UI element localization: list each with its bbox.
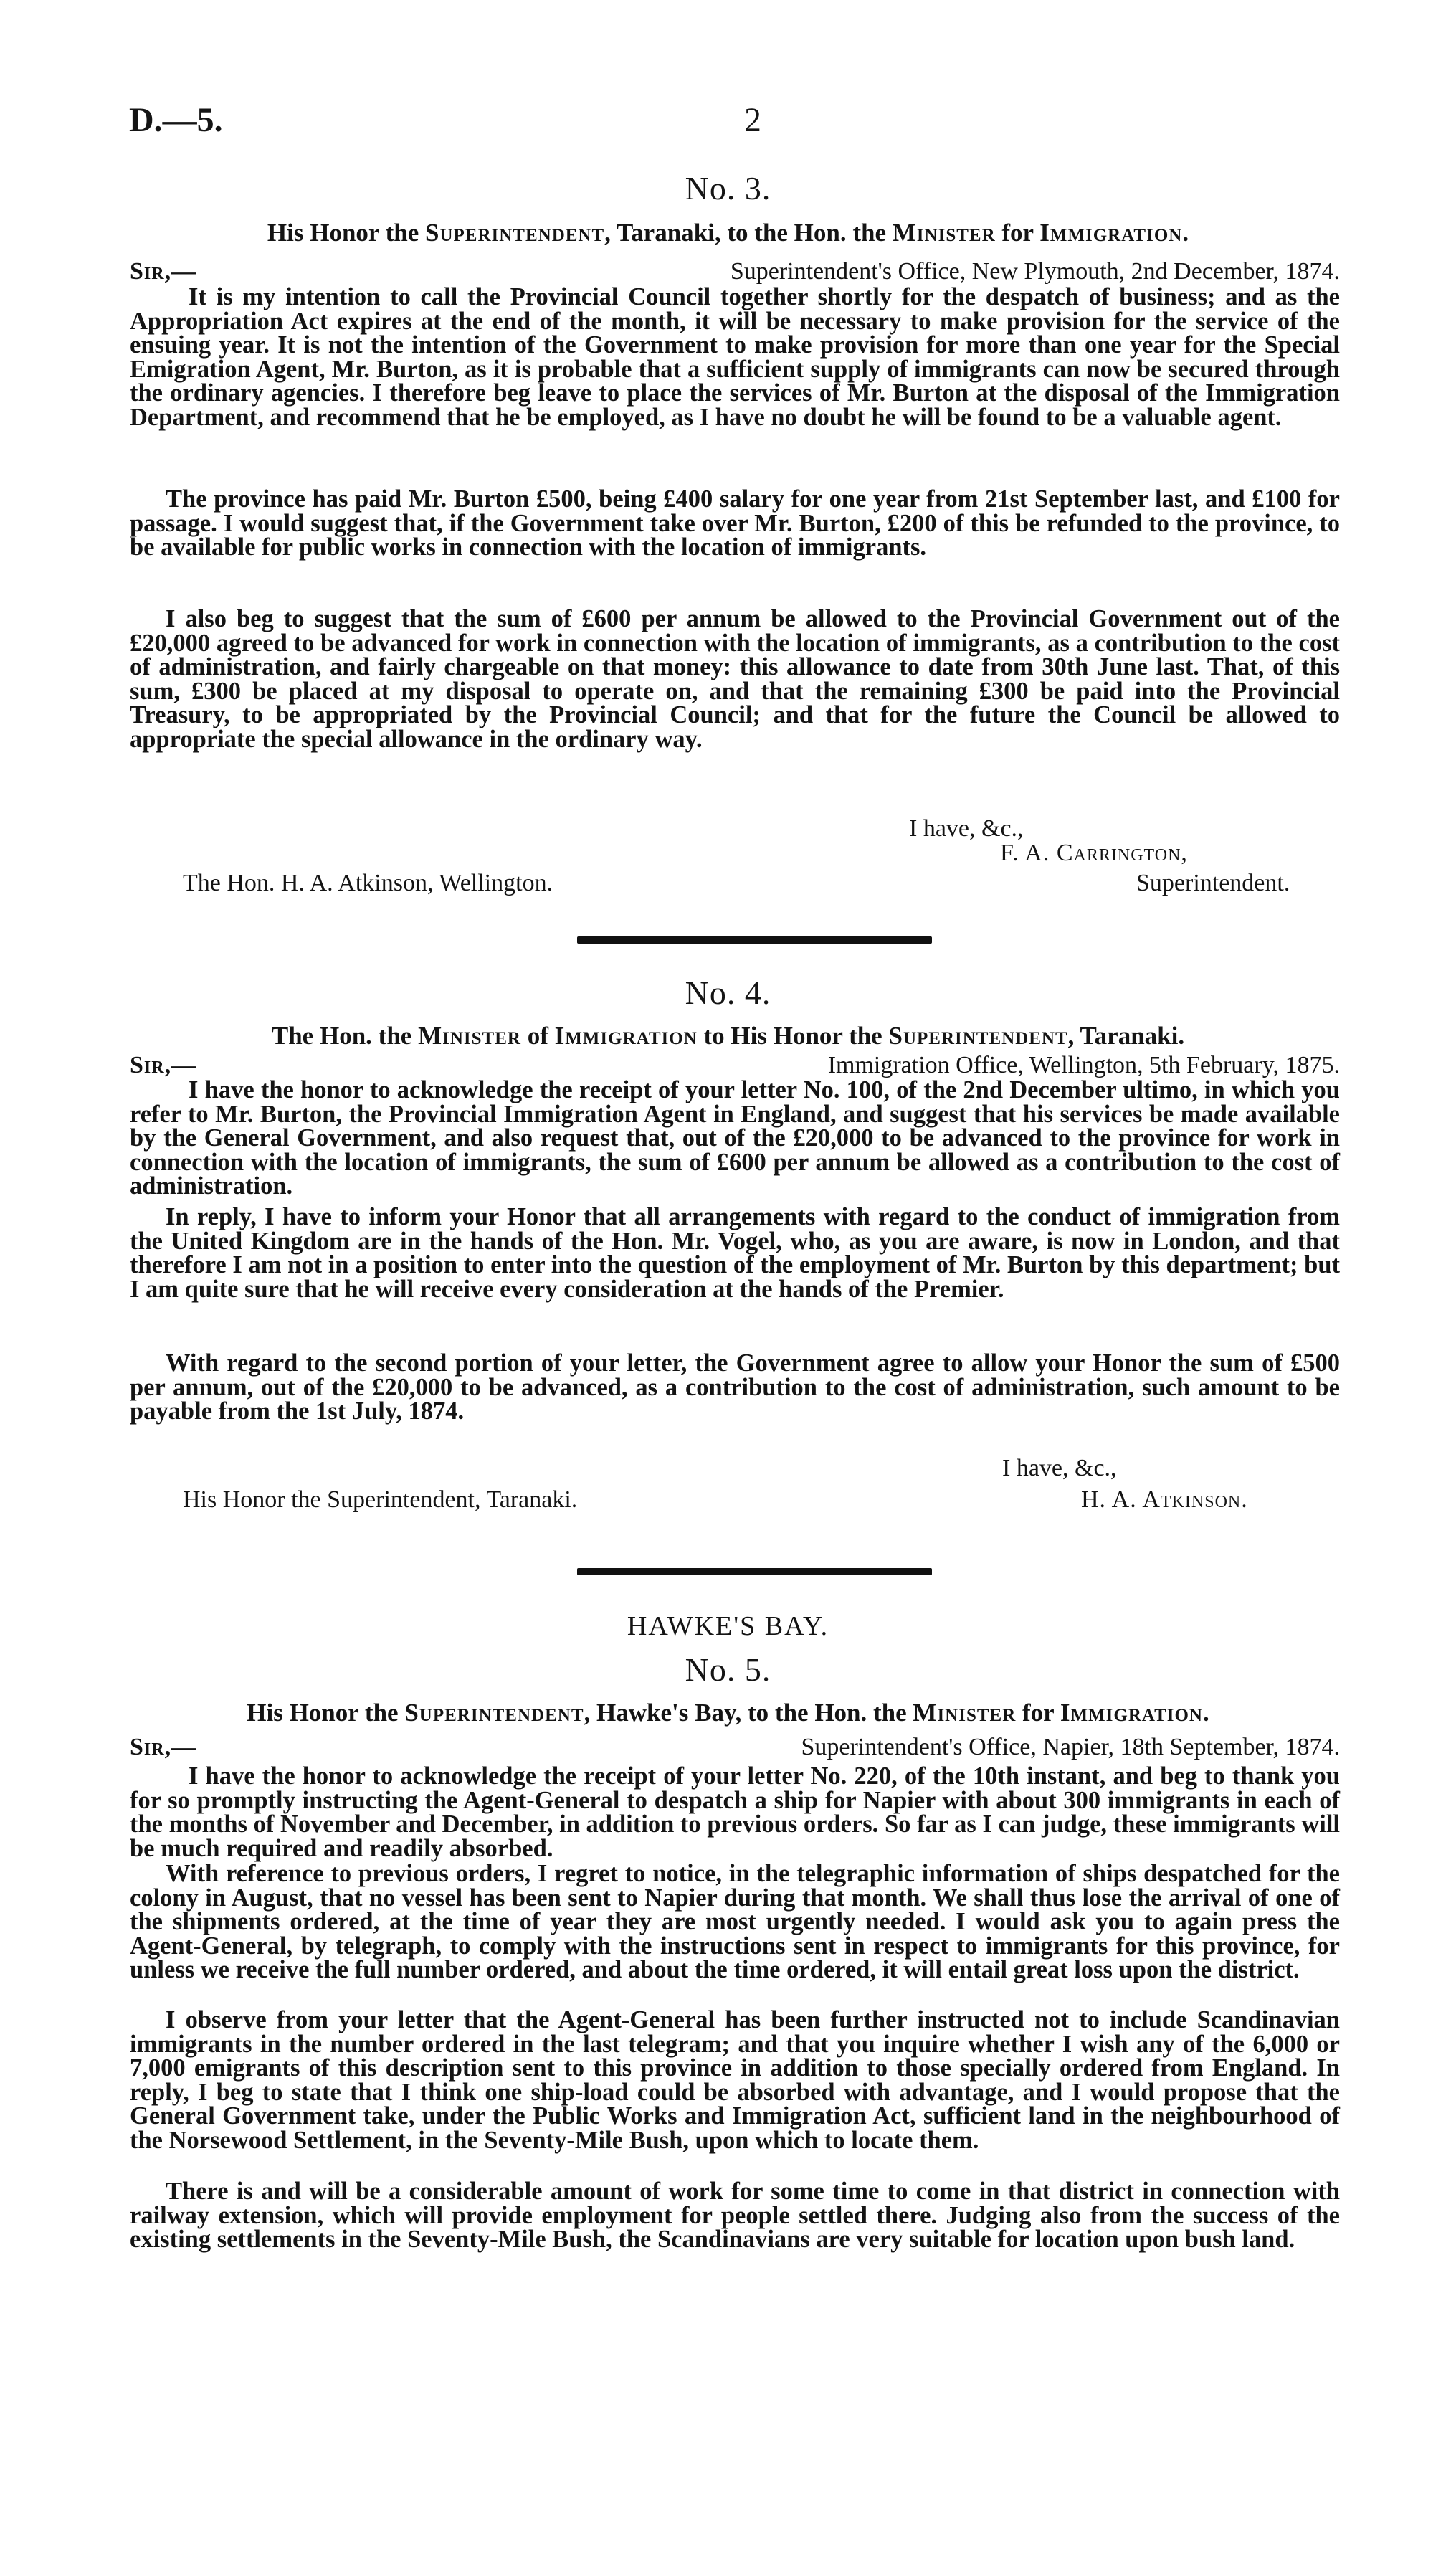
letter-3-closing: I have, &c., (909, 815, 1024, 842)
letter-5-paragraph-2: With reference to previous orders, I regret to notice, in the telegraphic information of ships despatched for the colony in August, that no vessel has been sent to Napier during that month. We shall thus lose the arrival of one of the shipments ordered, at the time of year they are most urgently needed. I would ask you to again press the Agent-General, by telegraph, to comply with the instructions sent in respect to immigrants for this province, for unless we receive the full number ordered, and about the time ordered, it will entail great loss upon the district. (130, 1860, 1340, 1983)
letter-4-address: Immigration Office, Wellington, 5th February, 1875. (827, 1052, 1340, 1078)
letter-3-address: Superintendent's Office, New Plymouth, 2nd December, 1874. (730, 258, 1340, 285)
letter-3-heading-row (130, 258, 1340, 287)
section-divider-1 (577, 936, 932, 944)
letter-3-number: No. 3. (685, 170, 771, 207)
letter-3-signatory-title: Superintendent. (1136, 870, 1290, 896)
letter-3-signatory: F. A. Carrington, (1000, 840, 1188, 866)
letter-3-subject: His Honor the Superintendent, Taranaki, to the Hon. the Minister for Immigration. (267, 219, 1189, 247)
letter-3-paragraph-1: It is my intention to call the Provincial Council together shortly for the despatch of business; and as the Appropriation Act expires at the end of the month, it will be necessary to make provision for the service of the ensuing year. It is not the intention of the Government to make provision for more than one year for the Special Emigration Agent, Mr. Burton, as it is probable that a sufficient supply of immigrants can now be secured through the ordinary agencies. I therefore beg leave to place the services of Mr. Burton at the disposal of the Immigration Department, and recommend that he be employed, as I have no doubt he will be found to be a valuable agent. (130, 283, 1340, 431)
letter-5-heading-row (130, 1734, 1340, 1762)
letter-5-number: No. 5. (685, 1651, 771, 1688)
page-number: 2 (744, 101, 761, 139)
letter-5-paragraph-1: I have the honor to acknowledge the receipt of your letter No. 220, of the 10th instant, and beg to thank you for so promptly instructing the Agent-General to despatch a ship for Napier with about 300 immigrants in each of the months of November and December, in addition to previous orders. So far as I can judge, these immigrants will be much required and readily absorbed. (130, 1762, 1340, 1862)
letter-4-paragraph-1: I have the honor to acknowledge the receipt of your letter No. 100, of the 2nd December ultimo, in which you refer to Mr. Burton, the Provincial Immigration Agent in England, and suggest that his services be made available by the General Government, and also request that, out of the £20,000 to be advanced to the province for work in connection with the location of immigrants, the sum of £600 per annum be allowed as a contribution to the cost of administration. (130, 1076, 1340, 1200)
letter-4-closing: I have, &c., (1002, 1455, 1117, 1481)
letter-5-paragraph-3: I observe from your letter that the Agent-General has been further instructed not to include Scandinavian immigrants in the number ordered in the last telegram; and that you inquire whether I wish any of the 6,000 or 7,000 emigrants of this description sent to this province in addition to those specially ordered from England. In reply, I beg to state that I think one ship-load could be absorbed with advantage, and I would propose that the General Government take, under the Public Works and Immigration Act, sufficient land in the neighbourhood of the Norsewood Settlement, in the Seventy-Mile Bush, upon which to locate them. (130, 2006, 1340, 2154)
letter-5-address: Superintendent's Office, Napier, 18th September, 1874. (801, 1734, 1340, 1760)
letter-4-signatory: H. A. Atkinson. (1081, 1486, 1248, 1513)
document-reference: D.—5. (129, 101, 223, 139)
letter-4-number: No. 4. (685, 974, 771, 1011)
letter-5-salutation: Sir,— (130, 1734, 197, 1760)
letter-4-addressee: His Honor the Superintendent, Taranaki. (183, 1486, 578, 1513)
letter-4-salutation: Sir,— (130, 1052, 197, 1078)
letter-5-paragraph-4: There is and will be a considerable amount of work for some time to come in that district in connection with railway extension, which will provide employment for people settled there. Judging also from the success of the existing settlements in the Seventy-Mile Bush, the Scandinavians are very suitable for location upon bush land. (130, 2178, 1340, 2253)
letter-3-salutation: Sir,— (130, 258, 197, 285)
letter-3-addressee: The Hon. H. A. Atkinson, Wellington. (183, 870, 553, 896)
letter-5-subject: His Honor the Superintendent, Hawke's Bay, to the Hon. the Minister for Immigration. (247, 1699, 1209, 1727)
letter-4-paragraph-3: With regard to the second portion of your letter, the Government agree to allow your Honor the sum of £500 per annum, out of the £20,000 to be advanced, as a contribution to the cost of administration, such amount to be payable from the 1st July, 1874. (130, 1349, 1340, 1425)
section-title: HAWKE'S BAY. (627, 1611, 829, 1641)
letter-3-paragraph-3: I also beg to suggest that the sum of £600 per annum be allowed to the Provincial Government out of the £20,000 agreed to be advanced for work in connection with the location of immigrants, as a contribution to the cost of administration, and fairly chargeable on that money: this allowance to date from 30th June last. That, of this sum, £300 be placed at my disposal to operate on, and that the remaining £300 be paid into the Provincial Treasury, to be appropriated by the Provincial Council; and that for the future the Council be allowed to appropriate the special allowance in the ordinary way. (130, 605, 1340, 753)
letter-4-subject: The Hon. the Minister of Immigration to His Honor the Superintendent, Taranaki. (271, 1022, 1185, 1050)
section-divider-2 (577, 1568, 932, 1575)
letter-4-paragraph-2: In reply, I have to inform your Honor that all arrangements with regard to the conduct of immigration from the United Kingdom are in the hands of the Hon. Mr. Vogel, who, as you are aware, is now in London, and that therefore I am not in a position to enter into the question of the employment of Mr. Burton by this department; but I am quite sure that he will receive every consideration at the hands of the Premier. (130, 1203, 1340, 1303)
letter-3-paragraph-2: The province has paid Mr. Burton £500, being £400 salary for one year from 21st September last, and £100 for passage. I would suggest that, if the Government take over Mr. Burton, £200 of this be refunded to the province, to be available for public works in connection with the location of immigrants. (130, 485, 1340, 561)
